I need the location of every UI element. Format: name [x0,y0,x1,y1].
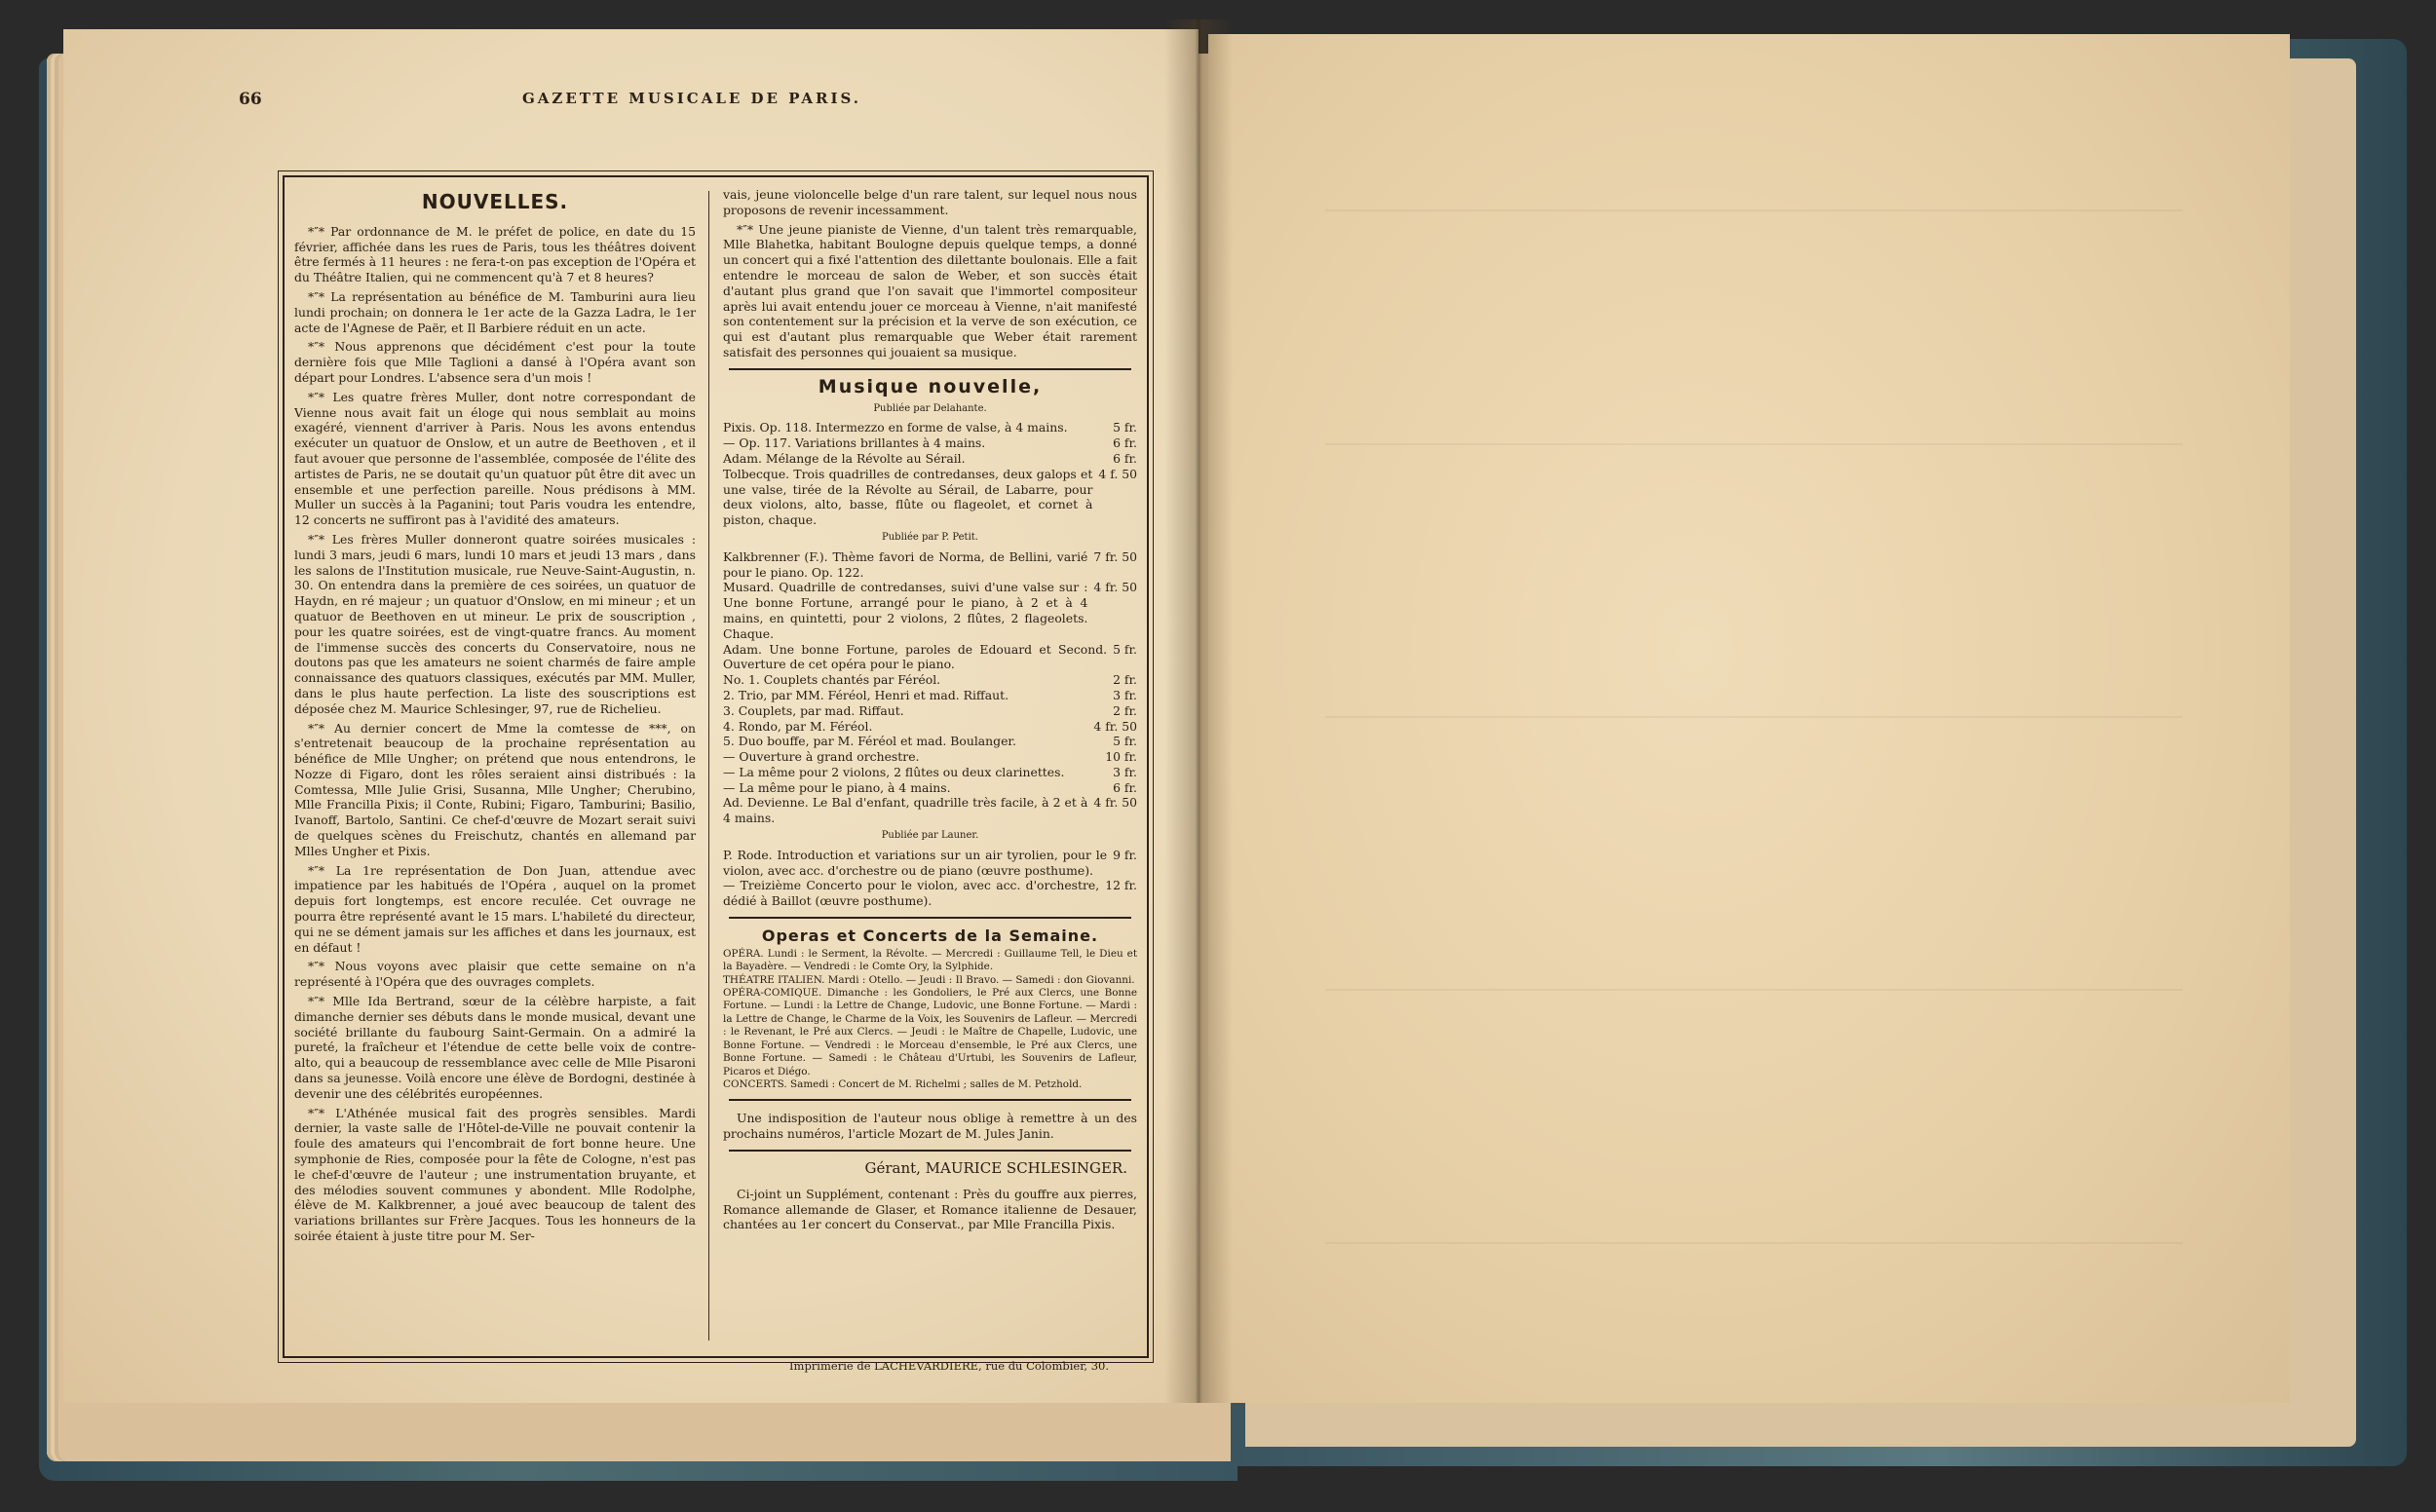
list-item: Adam. Mélange de la Révolte au Sérail. 6 fr. [723,450,1137,466]
news-item: *″* Les frères Muller donneront quatre soirées musicales : lundi 3 mars, jeudi 6 mars, lundi 10 mars et jeudi 13 mars , dans les salons de l'Institution musicale, rue Neuve-Saint-Augustin, n. 30. On entendra dans la première de ces soirées, un quatuor de Haydn, en ré majeur ; un quatuor d'Onslow, en mi mineur ; et un quatuor de Beethoven en ut mineur. Le prix de souscription , pour les quatre soirées, est de vingt-quatre francs. Au moment de l'immense succès des concerts du Conservatoire, nous ne doutons pas que les amateurs ne soient charmés de faire ample connaissance des quatuors classiques, exécutés par MM. Muller, dans le plus haute perfection. La liste des souscriptions est déposée chez M. Maurice Schlesinger, 97, rue de Richelieu. [294,531,696,716]
news-item: *″* La 1re représentation de Don Juan, attendue avec impatience par les habitués de l'Opéra , auquel on la promet depuis fort longtemps, est encore reculée. Cet ouvrage ne pourra être représenté avant le 15 mars. L'habileté du directeur, qui ne se dément jamais sur les affiches et dans les journaux, est en défaut ! [294,862,696,955]
publisher-label: Publiée par Delahante. [873,402,987,414]
article-frame [283,175,1149,1358]
news-item: *″* Par ordonnance de M. le préfet de police, en date du 15 février, affichée dans les rues de Paris, tous les théâtres doivent être fermés à 11 heures : ne fera-t-on pas exception de l'Opéra et du Théâtre Italien, qui ne commencent qu'à 7 et 8 heures? [294,223,696,285]
list-item: Musard. Quadrille de contredanses, suivi d'une valse sur : Une bonne Fortune, arrangé pour le piano, à 2 et à 4 mains, en quintetti, pour 2 violons, 2 flûtes, 2 flageolets. Chaque. 4 fr. 50 [723,580,1137,641]
news-continuation: vais, jeune violoncelle belge d'un rare talent, sur lequel nous nous proposons de revenir incessamment. [723,187,1137,217]
music-heading: Musique nouvelle, [818,375,1043,397]
page-number: 66 [239,90,262,109]
list-item: Adam. Une bonne Fortune, paroles de Edouard et Second. Ouverture de cet opéra pour le piano. 5 fr. [723,641,1137,672]
divider-rule [729,1099,1131,1101]
list-item: — La même pour le piano, à 4 mains. 6 fr. [723,779,1137,795]
supplement-note: Ci-joint un Supplément, contenant : Près du gouffre aux pierres, Romance allemande de Glaser, et Romance italienne de Desauer, chantées au 1er concert du Conservat., par Mlle Francilla Pixis. [723,1186,1137,1232]
music-list-3 [723,848,1137,909]
list-item: — Ouverture à grand orchestre. 10 fr. [723,749,1137,765]
news-item: *″* L'Athénée musical fait des progrès sensibles. Mardi dernier, la vaste salle de l'Hôtel-de-Ville ne pouvait contenir la foule des amateurs qui l'encombrait de fort bonne heure. Une symphonie de Ries, composée pour la fête de Cologne, n'est pas le chef-d'œuvre de l'auteur ; une instrumentation bruyante, et des mélodies souvent communes y abondent. Mlle Rodolphe, élève de M. Kalkbrenner, a joué avec beaucoup de talent des variations brillantes sur Frère Jacques. Tous les honneurs de la soirée étaient à juste titre pour M. Ser- [294,1105,696,1243]
opera-schedule: OPÉRA-COMIQUE. Dimanche : les Gondoliers, le Pré aux Clercs, une Bonne Fortune. — Lundi : la Lettre de Change, Ludovic, une Bonne Fortune. — Mardi : la Lettre de Change, le Charme de la Voix, les Souvenirs de Lafleur. — Mercredi : le Revenant, le Pré aux Clercs. — Jeudi : le Maître de Chapelle, Ludovic, une Bonne Fortune. — Vendredi : le Morceau d'ensemble, le Pré aux Clercs, une Bonne Fortune. — Samedi : le Château d'Urtubi, les Souvenirs de Lafleur, Picaros et Diégo. [723,987,1137,1077]
column-divider [708,191,709,1341]
news-item: *″* Nous voyons avec plaisir que cette semaine on n'a représenté à l'Opéra que des ouvrages complets. [294,959,696,990]
left-column [294,187,696,1248]
divider-rule [729,1150,1131,1152]
news-item: *″* Au dernier concert de Mme la comtesse de ***, on s'entretenait beaucoup de la prochaine représentation au bénéfice de Mlle Ungher; on prétend que nous entendrons, le Nozze di Figaro, dont les rôles seraient ainsi distribués : la Comtessa, Mlle Julie Grisi, Susanna, Mlle Ungher; Cherubino, Mlle Francilla Pixis; il Conte, Rubini; Figaro, Tamburini; Basilio, Ivanoff, Bartolo, Santini. Ce chef-d'œuvre de Mozart serait suivi de quelques scènes du Freischutz, chantés en allemand par Mlles Ungher et Pixis. [294,720,696,858]
list-item: Ad. Devienne. Le Bal d'enfant, quadrille très facile, à 2 et à 4 mains. 4 fr. 50 [723,795,1137,826]
printer-imprint: Imprimerie de LACHEVARDIERE, rue du Colombier, 30. [789,1359,1110,1373]
music-list-1 [723,420,1137,528]
list-item: P. Rode. Introduction et variations sur un air tyrolien, pour le violon, avec acc. d'orchestre ou de piano (œuvre posthume). 9 fr. [723,847,1137,878]
divider-rule [729,368,1131,370]
list-item: — La même pour 2 violons, 2 flûtes ou deux clarinettes. 3 fr. [723,764,1137,779]
list-item: 3. Couplets, par mad. Riffaut. 2 fr. [723,702,1137,718]
operas-list [723,948,1137,1091]
gerant-signature: Gérant, MAURICE SCHLESINGER. [864,1158,1127,1177]
list-item: Pixis. Op. 118. Intermezzo en forme de valse, à 4 mains. 5 fr. [723,420,1137,435]
right-column [723,187,1137,1236]
news-item: *″* Nous apprenons que décidément c'est pour la toute dernière fois que Mlle Taglioni a dansé à l'Opéra avant son départ pour Londres. L'absence sera d'un mois ! [294,339,696,385]
news-item: *″* Mlle Ida Bertrand, sœur de la célèbre harpiste, a fait dimanche dernier ses débuts dans le monde musical, devant une société brillante du faubourg Saint-Germain. On a admiré la pureté, la fraîcheur et l'étendue de cette belle voix de contre-alto, qui a beaucoup de ressemblance avec celle de Mlle Pisaroni dans sa jeunesse. Voilà encore une élève de Bordogni, destinée à devenir une des célébrités européennes. [294,994,696,1101]
news-item: *″* Une jeune pianiste de Vienne, d'un talent très remarquable, Mlle Blahetka, habitant Boulogne depuis quelque temps, a donné un concert qui a fixé l'attention des dilettante boulonais. Elle a fait entendre le morceau de salon de Weber, et son succès était d'autant plus grand que l'on savait que l'immortel compositeur après lui avait entendu jouer ce morceau à Vienne, n'ait manifesté son contentement sur la précision et la verve de son exécution, ce qui est d'autant plus remarquable que Weber était rarement satisfait des personnes qui jouaient sa musique. [723,221,1137,359]
news-item: *″* La représentation au bénéfice de M. Tamburini aura lieu lundi prochain; on donnera le 1er acte de la Gazza Ladra, le 1er acte de l'Agnese de Paër, et Il Barbiere réduit en un acte. [294,288,696,335]
book-gutter [1164,19,1233,1403]
list-item: 4. Rondo, par M. Féréol. 4 fr. 50 [723,718,1137,734]
list-item: — Treizième Concerto pour le violon, avec acc. d'orchestre, dédié à Baillot (œuvre posthume). 12 fr. [723,878,1137,909]
list-item: — Op. 117. Variations brillantes à 4 mains. 6 fr. [723,435,1137,451]
news-list [294,224,696,1244]
list-item: No. 1. Couplets chantés par Féréol. 2 fr. [723,672,1137,688]
list-item: 2. Trio, par MM. Féréol, Henri et mad. Riffaut. 3 fr. [723,687,1137,702]
publisher-label: Publiée par P. Petit. [882,531,978,543]
opera-schedule: CONCERTS. Samedi : Concert de M. Richelmi ; salles de M. Petzhold. [723,1077,1083,1090]
journal-title: GAZETTE MUSICALE DE PARIS. [521,90,862,107]
publisher-label: Publiée par Launer. [881,830,979,842]
list-item: 5. Duo bouffe, par M. Féréol et mad. Boulanger. 5 fr. [723,734,1137,749]
divider-rule [729,917,1131,919]
operas-heading: Operas et Concerts de la Semaine. [761,926,1099,946]
news-heading: NOUVELLES. [421,190,569,213]
opera-schedule: THÉATRE ITALIEN. Mardi : Otello. — Jeudi : Il Bravo. — Samedi : don Giovanni. [723,973,1135,986]
notice: Une indisposition de l'auteur nous oblige à remettre à un des prochains numéros, l'article Mozart de M. Jules Janin. [723,1111,1137,1142]
list-item: Tolbecque. Trois quadrilles de contredanses, deux galops et une valse, tirée de la Révolte au Sérail, de Labarre, pour deux violons, alto, basse, flûte ou flageolet, et cornet à piston, chaque. 4 f. 50 [723,466,1137,528]
running-head [239,86,1145,113]
music-list-2 [723,549,1137,826]
opera-schedule: OPÉRA. Lundi : le Serment, la Révolte. — Mercredi : Guillaume Tell, le Dieu et la Bayadère. — Vendredi : le Comte Ory, la Sylphide. [723,947,1137,973]
news-item: *″* Les quatre frères Muller, dont notre correspondant de Vienne nous avait fait un éloge qui nous semblait au moins exagéré, viennent d'arriver à Paris. Nous les avons entendus exécuter un quatuor de Onslow, et un autre de Beethoven , et il faut avouer que personne de l'assemblée, composée de l'élite des artistes de Paris, ne se doutait qu'un quatuor pût être dit avec un ensemble et une perfection pareille. Nous prédisons à MM. Muller un succès à la Paganini; tout Paris voudra les entendre, 12 concerts ne suffiront pas à l'avidité des amateurs. [294,389,696,528]
list-item: Kalkbrenner (F.). Thème favori de Norma, de Bellini, varié pour le piano. Op. 122. 7 fr. 50 [723,548,1137,580]
right-page-blank [1208,34,2290,1403]
